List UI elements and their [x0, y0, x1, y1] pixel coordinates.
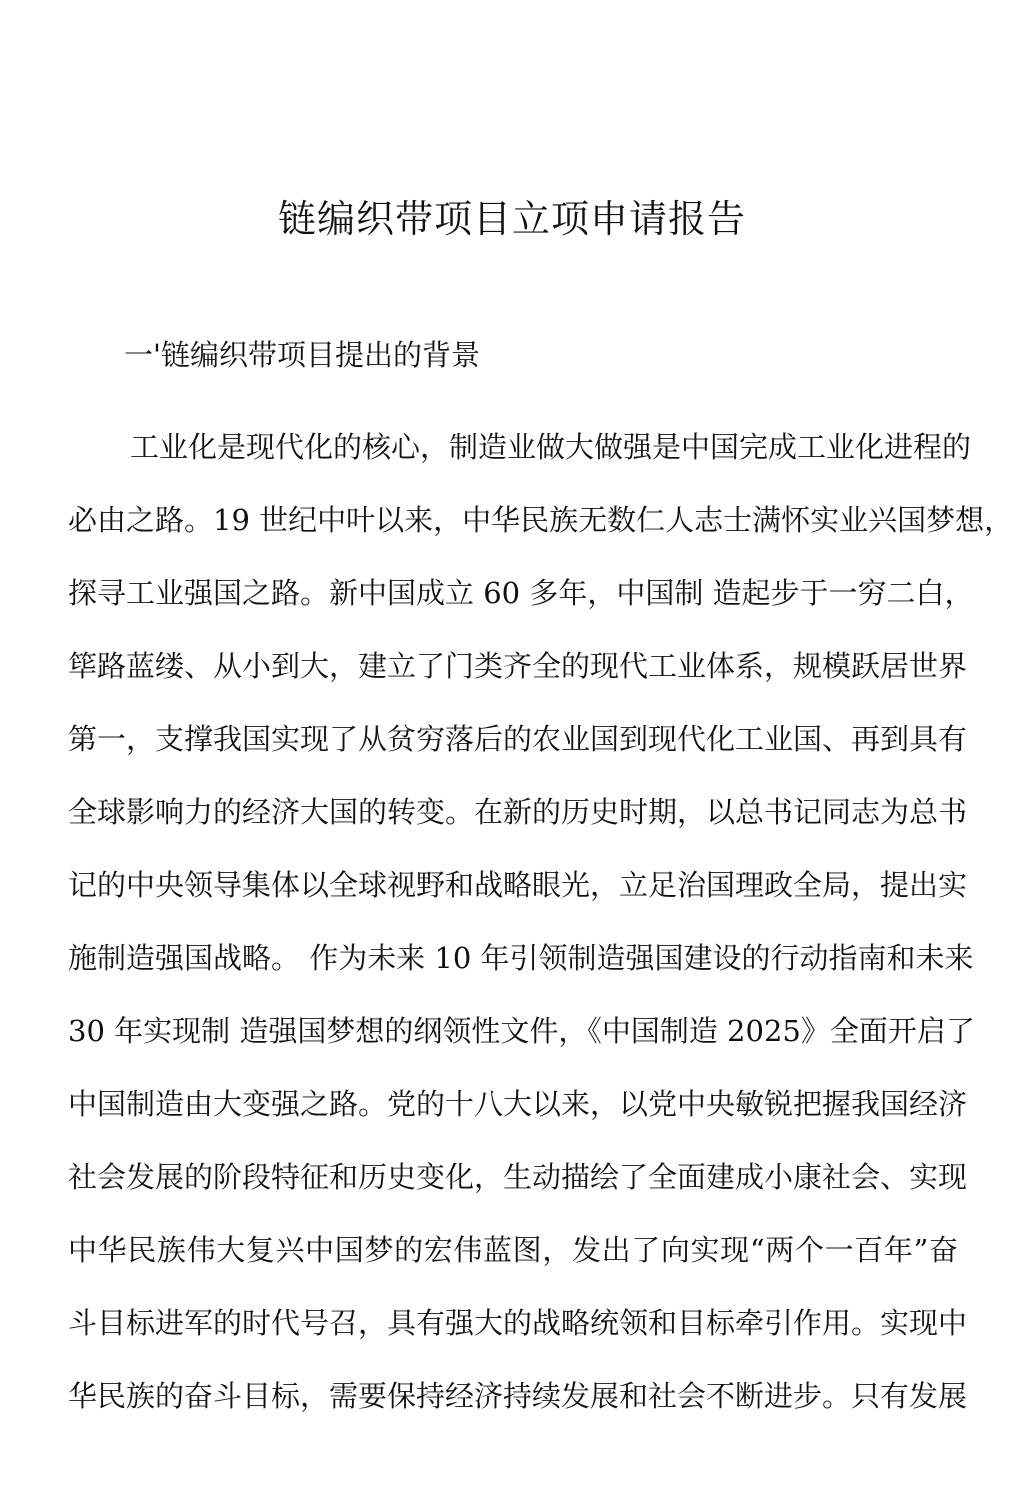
paragraph-line: 工业化是现代化的核心，制造业做大做强是中国完成工业化进程的	[130, 430, 972, 464]
paragraph-line: 30 年实现制 造强国梦想的纲领性文件，《中国制造 2025》全面开启了	[68, 1014, 975, 1048]
paragraph-line: 探寻工业强国之路。新中国成立 60 多年，中国制 造起步于一穷二白，	[68, 576, 974, 610]
section-heading: 一'链编织带项目提出的背景	[124, 338, 480, 372]
paragraph-line: 中华民族伟大复兴中国梦的宏伟蓝图，发出了向实现“两个一百年”奋	[68, 1233, 958, 1267]
paragraph-line: 全球影响力的经济大国的转变。在新的历史时期，以总书记同志为总书	[68, 795, 968, 829]
paragraph-line: 中国制造由大变强之路。党的十八大以来，以党中央敏锐把握我国经济	[68, 1087, 968, 1121]
paragraph-line: 记的中央领导集体以全球视野和战略眼光，立足治国理政全局，提出实	[68, 868, 968, 902]
body-paragraph	[68, 424, 1014, 1446]
paragraph-line: 施制造强国战略。 作为未来 10 年引领制造强国建设的行动指南和未来	[68, 941, 974, 975]
document-title: 链编织带项目立项申请报告	[277, 197, 746, 241]
paragraph-line: 华民族的奋斗目标，需要保持经济持续发展和社会不断进步。只有发展	[68, 1379, 968, 1413]
paragraph-line: 社会发展的阶段特征和历史变化，生动描绘了全面建成小康社会、实现	[68, 1160, 968, 1194]
paragraph-line: 筚路蓝缕、从小到大，建立了门类齐全的现代工业体系，规模跃居世界	[68, 649, 968, 683]
paragraph-line: 必由之路。19 世纪中叶以来，中华民族无数仁人志士满怀实业兴国梦想，	[68, 503, 1014, 537]
paragraph-line: 斗目标进军的时代号召，具有强大的战略统领和目标牵引作用。实现中	[68, 1306, 968, 1340]
paragraph-line: 第一，支撑我国实现了从贫穷落后的农业国到现代化工业国、再到具有	[68, 722, 968, 756]
